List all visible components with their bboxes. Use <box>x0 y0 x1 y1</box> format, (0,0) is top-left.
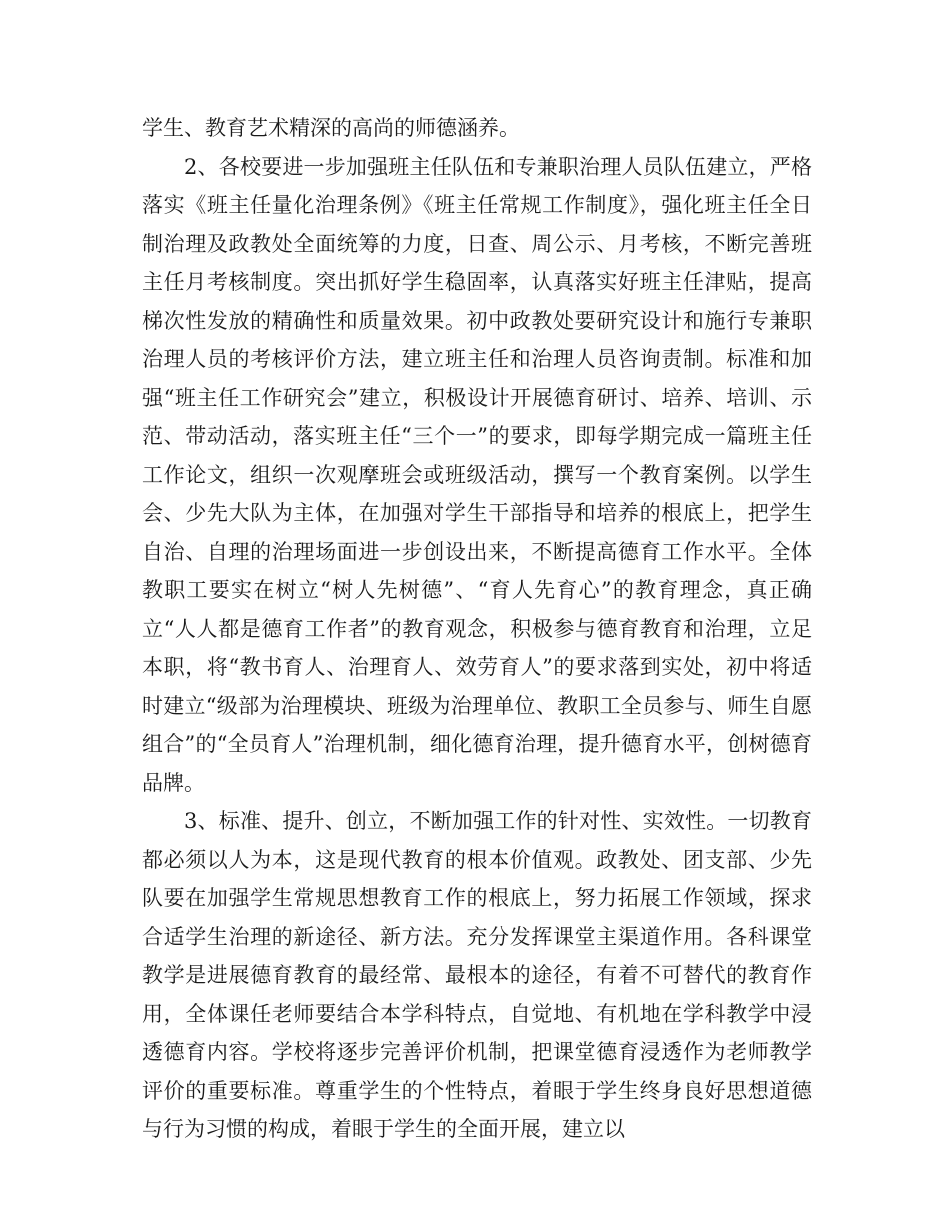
paragraph-continuation: 学生、教育艺术精深的高尚的师德涵养。 <box>142 116 520 140</box>
document-body <box>142 109 812 1149</box>
paragraph-item-3: 3、标准、提升、创立，不断加强工作的针对性、实效性。一切教育都必须以人为本，这是现代教育的根本价值观。政教处、团支部、少先队要在加强学生常规思想教育工作的根底上，努力拓展工作领域，探求合适学生治理的新途径、新方法。充分发挥课堂主渠道作用。各科课堂教学是进展德育教育的最经常、最根本的途径，有着不可替代的教育作用，全体课任老师要结合本学科特点，自觉地、有机地在学科教学中浸透德育内容。学校将逐步完善评价机制，把课堂德育浸透作为老师教学评价的重要标准。尊重学生的个性特点，着眼于学生终身良好思想道德与行为习惯的构成，着眼于学生的全面开展，建立以 <box>142 809 812 1141</box>
paragraph-item-2: 2、各校要进一步加强班主任队伍和专兼职治理人员队伍建立，严格落实《班主任量化治理条例》《班主任常规工作制度》，强化班主任全日制治理及政教处全面统筹的力度，日查、周公示、月考核，不断完善班主任月考核制度。突出抓好学生稳固率，认真落实好班主任津贴，提高梯次性发放的精确性和质量效果。初中政教处要研究设计和施行专兼职治理人员的考核评价方法，建立班主任和治理人员咨询责制。标准和加强“班主任工作研究会”建立，积极设计开展德育研讨、培养、培训、示范、带动活动，落实班主任“三个一”的要求，即每学期完成一篇班主任工作论文，组织一次观摩班会或班级活动，撰写一个教育案例。以学生会、少先大队为主体，在加强对学生干部指导和培养的根底上，把学生自治、自理的治理场面进一步创设出来，不断提高德育工作水平。全体教职工要实在树立“树人先树德”、“育人先育心”的教育理念，真正确立“人人都是德育工作者”的教育观念，积极参与德育教育和治理，立足本职，将“教书育人、治理育人、效劳育人”的要求落到实处，初中将适时建立“级部为治理模块、班级为治理单位、教职工全员参与、师生自愿组合”的“全员育人”治理机制，细化德育治理，提升德育水平，创树德育品牌。 <box>142 154 812 795</box>
